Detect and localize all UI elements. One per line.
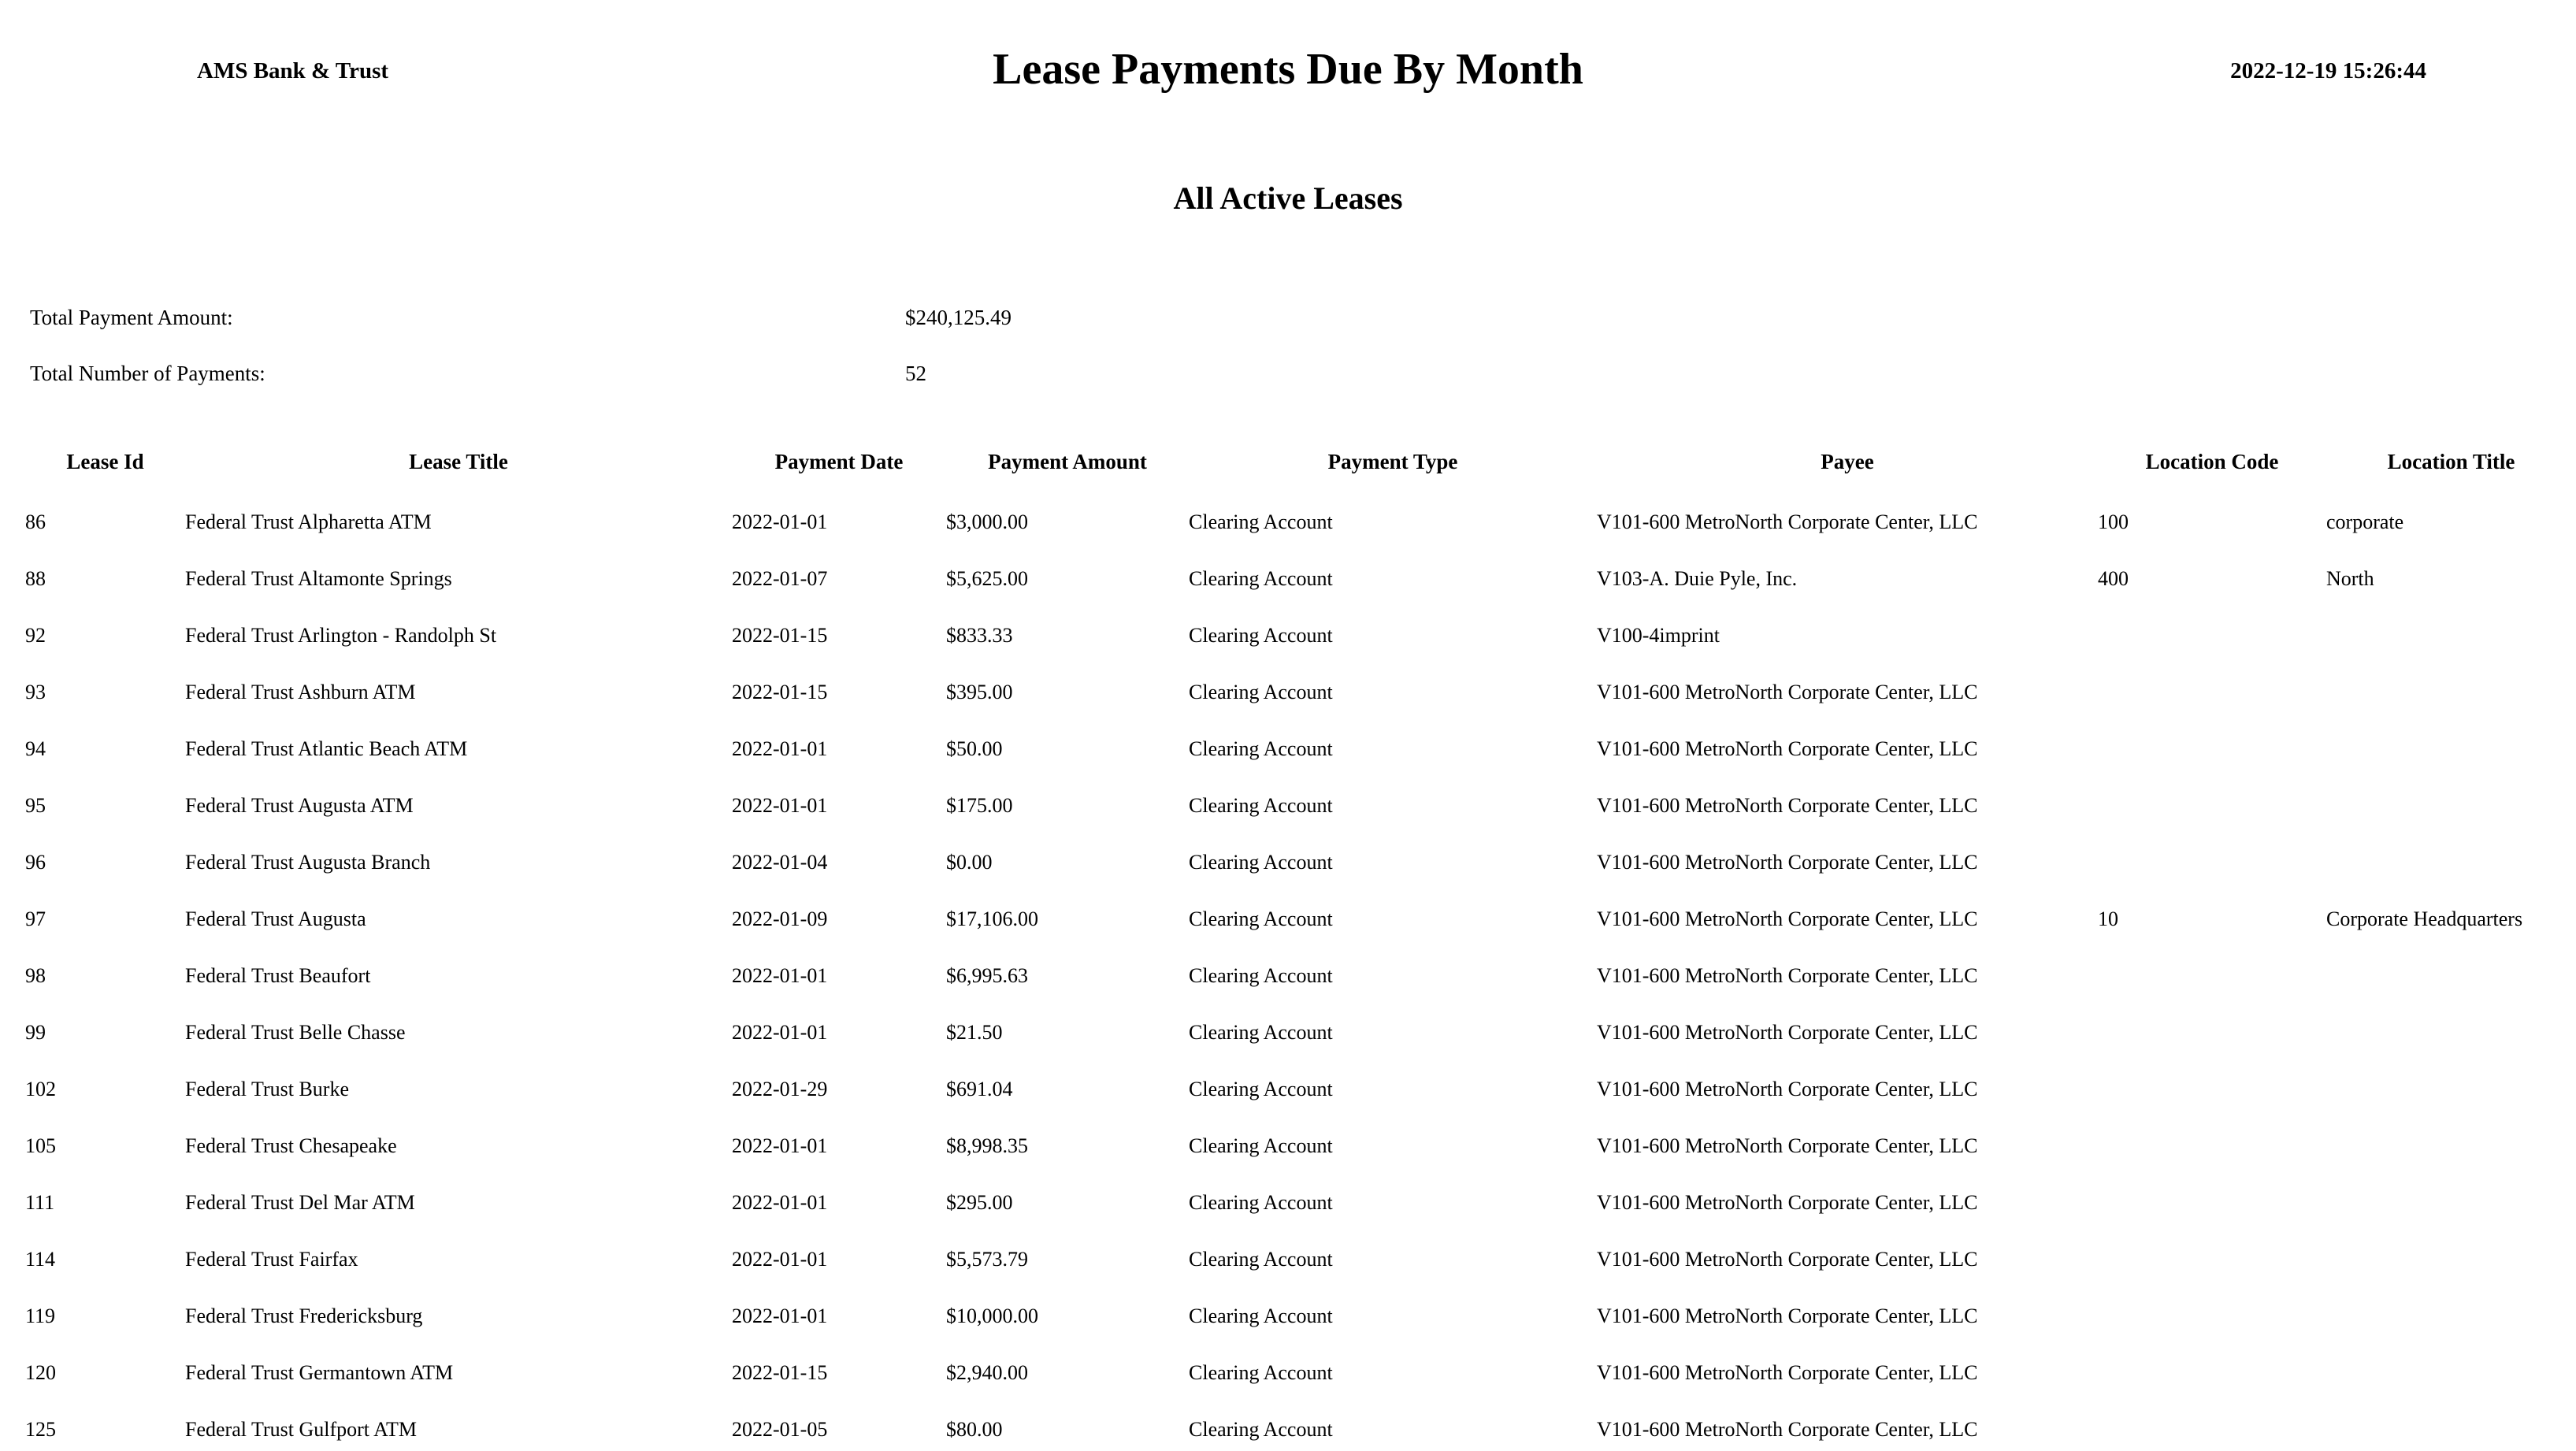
cell-location-title: Corporate Headquarters [2326,907,2523,930]
cell-lease-title: Federal Trust Gulfport ATM [185,1418,417,1441]
cell-lease-id: 94 [25,737,46,760]
cell-payee: V101-600 MetroNorth Corporate Center, LLC [1597,1361,1978,1384]
cell-payment-amount: $395.00 [946,681,1013,703]
cell-payment-amount: $691.04 [946,1078,1013,1100]
cell-lease-id: 102 [25,1078,56,1100]
cell-lease-title: Federal Trust Altamonte Springs [185,567,452,590]
bank-name: AMS Bank & Trust [197,58,389,83]
table-row [0,721,2576,777]
table-header-row [0,441,2576,482]
cell-location-code: 400 [2098,567,2129,590]
table-row [0,1118,2576,1175]
column-header-payment-amount: Payment Amount [988,449,1147,473]
cell-payee: V103-A. Duie Pyle, Inc. [1597,567,1798,590]
cell-payment-type: Clearing Account [1189,510,1333,533]
cell-lease-id: 111 [25,1191,55,1214]
report-title: Lease Payments Due By Month [993,45,1583,94]
table-row [0,1288,2576,1345]
cell-payment-amount: $5,625.00 [946,567,1028,590]
cell-payment-type: Clearing Account [1189,1191,1333,1214]
cell-payment-type: Clearing Account [1189,907,1333,930]
cell-lease-id: 95 [25,794,46,817]
cell-lease-title: Federal Trust Fredericksburg [185,1304,423,1327]
cell-payment-type: Clearing Account [1189,964,1333,987]
cell-payment-amount: $80.00 [946,1418,1003,1441]
column-header-payment-date: Payment Date [774,449,904,473]
cell-lease-title: Federal Trust Germantown ATM [185,1361,454,1384]
cell-payment-type: Clearing Account [1189,737,1333,760]
table-body [0,494,2576,1451]
cell-lease-id: 114 [25,1248,56,1271]
table-row [0,834,2576,891]
cell-payment-amount: $2,940.00 [946,1361,1028,1384]
cell-payment-date: 2022-01-29 [732,1078,828,1100]
cell-lease-id: 119 [25,1304,56,1327]
cell-lease-id: 88 [25,567,46,590]
cell-payment-amount: $3,000.00 [946,510,1028,533]
cell-lease-id: 125 [25,1418,56,1441]
cell-payment-amount: $8,998.35 [946,1134,1028,1157]
total-payment-amount-label: Total Payment Amount: [30,306,233,329]
cell-payee: V101-600 MetroNorth Corporate Center, LLC [1597,794,1978,817]
cell-payee: V101-600 MetroNorth Corporate Center, LLC [1597,907,1978,930]
cell-payee: V101-600 MetroNorth Corporate Center, LLC [1597,681,1978,703]
cell-payment-date: 2022-01-04 [732,851,828,874]
cell-payment-date: 2022-01-07 [732,567,828,590]
cell-payee: V101-600 MetroNorth Corporate Center, LLC [1597,851,1978,874]
cell-payee: V101-600 MetroNorth Corporate Center, LLC [1597,1078,1978,1100]
table-row [0,1061,2576,1118]
total-number-of-payments-label: Total Number of Payments: [30,362,265,385]
cell-lease-title: Federal Trust Beaufort [185,964,371,987]
cell-payee: V101-600 MetroNorth Corporate Center, LLC [1597,1418,1978,1441]
table-row [0,607,2576,664]
table-row [0,1004,2576,1061]
column-header-location-title: Location Title [2387,449,2515,473]
table-row [0,664,2576,721]
cell-lease-id: 120 [25,1361,56,1384]
cell-payment-date: 2022-01-15 [732,624,828,647]
column-header-location-code: Location Code [2145,449,2279,473]
cell-lease-id: 96 [25,851,46,874]
cell-payment-date: 2022-01-01 [732,1191,828,1214]
cell-payment-date: 2022-01-15 [732,1361,828,1384]
cell-payment-amount: $295.00 [946,1191,1013,1214]
cell-payee: V101-600 MetroNorth Corporate Center, LLC [1597,510,1978,533]
cell-payment-amount: $175.00 [946,794,1013,817]
cell-payment-type: Clearing Account [1189,1418,1333,1441]
cell-lease-id: 86 [25,510,46,533]
cell-payment-date: 2022-01-01 [732,1304,828,1327]
cell-payment-type: Clearing Account [1189,567,1333,590]
cell-payment-amount: $6,995.63 [946,964,1028,987]
column-header-lease-id: Lease Id [66,449,144,473]
column-header-payment-type: Payment Type [1327,449,1458,473]
summary-row-total-amount [0,306,2576,332]
cell-lease-title: Federal Trust Augusta [185,907,366,930]
column-header-payee: Payee [1821,449,1874,473]
cell-payment-date: 2022-01-15 [732,681,828,703]
cell-payee: V101-600 MetroNorth Corporate Center, LLC [1597,1191,1978,1214]
cell-lease-id: 97 [25,907,46,930]
cell-payment-type: Clearing Account [1189,1361,1333,1384]
cell-lease-title: Federal Trust Belle Chasse [185,1021,406,1044]
cell-payee: V101-600 MetroNorth Corporate Center, LLC [1597,1021,1978,1044]
cell-location-code: 10 [2098,907,2118,930]
cell-payment-date: 2022-01-05 [732,1418,828,1441]
table-row [0,891,2576,948]
cell-lease-title: Federal Trust Arlington - Randolph St [185,624,497,647]
cell-payment-date: 2022-01-01 [732,737,828,760]
cell-lease-title: Federal Trust Burke [185,1078,349,1100]
cell-payment-type: Clearing Account [1189,1248,1333,1271]
cell-payee: V101-600 MetroNorth Corporate Center, LLC [1597,1304,1978,1327]
cell-lease-id: 99 [25,1021,46,1044]
report-subtitle: All Active Leases [1173,180,1403,216]
table-row [0,551,2576,607]
cell-lease-title: Federal Trust Fairfax [185,1248,358,1271]
cell-lease-id: 105 [25,1134,56,1157]
cell-payment-amount: $21.50 [946,1021,1003,1044]
cell-payee: V101-600 MetroNorth Corporate Center, LLC [1597,964,1978,987]
cell-payment-date: 2022-01-01 [732,964,828,987]
cell-payment-date: 2022-01-01 [732,510,828,533]
cell-location-code: 100 [2098,510,2129,533]
cell-payment-amount: $17,106.00 [946,907,1038,930]
cell-payment-amount: $50.00 [946,737,1003,760]
cell-payee: V101-600 MetroNorth Corporate Center, LLC [1597,1248,1978,1271]
column-header-lease-title: Lease Title [409,449,508,473]
cell-location-title: corporate [2326,510,2404,533]
table-row [0,1175,2576,1231]
cell-payee: V100-4imprint [1597,624,1720,647]
table-row [0,494,2576,551]
cell-lease-title: Federal Trust Atlantic Beach ATM [185,737,468,760]
cell-lease-id: 93 [25,681,46,703]
cell-lease-title: Federal Trust Augusta ATM [185,794,414,817]
cell-payment-date: 2022-01-01 [732,1021,828,1044]
cell-payment-type: Clearing Account [1189,1134,1333,1157]
table-row [0,1345,2576,1401]
cell-payment-type: Clearing Account [1189,1078,1333,1100]
cell-payment-amount: $833.33 [946,624,1013,647]
cell-payment-amount: $10,000.00 [946,1304,1038,1327]
table-row [0,948,2576,1004]
total-number-of-payments-value: 52 [905,362,926,385]
report-timestamp: 2022-12-19 15:26:44 [2230,58,2426,83]
cell-lease-id: 98 [25,964,46,987]
cell-payment-type: Clearing Account [1189,851,1333,874]
table-row [0,777,2576,834]
table-row [0,1231,2576,1288]
cell-payment-date: 2022-01-01 [732,1134,828,1157]
table-row [0,1401,2576,1451]
cell-payment-type: Clearing Account [1189,1021,1333,1044]
cell-lease-title: Federal Trust Chesapeake [185,1134,397,1157]
cell-payment-amount: $5,573.79 [946,1248,1028,1271]
cell-payment-type: Clearing Account [1189,794,1333,817]
total-payment-amount-value: $240,125.49 [905,306,1011,329]
cell-payment-date: 2022-01-01 [732,1248,828,1271]
summary-row-total-count [0,362,2576,388]
cell-lease-title: Federal Trust Ashburn ATM [185,681,416,703]
cell-payment-type: Clearing Account [1189,1304,1333,1327]
cell-payment-date: 2022-01-09 [732,907,828,930]
cell-location-title: North [2326,567,2374,590]
cell-payee: V101-600 MetroNorth Corporate Center, LLC [1597,1134,1978,1157]
cell-lease-id: 92 [25,624,46,647]
cell-payee: V101-600 MetroNorth Corporate Center, LLC [1597,737,1978,760]
cell-lease-title: Federal Trust Augusta Branch [185,851,431,874]
cell-payment-type: Clearing Account [1189,681,1333,703]
cell-lease-title: Federal Trust Alpharetta ATM [185,510,432,533]
cell-lease-title: Federal Trust Del Mar ATM [185,1191,415,1214]
cell-payment-date: 2022-01-01 [732,794,828,817]
cell-payment-amount: $0.00 [946,851,993,874]
cell-payment-type: Clearing Account [1189,624,1333,647]
